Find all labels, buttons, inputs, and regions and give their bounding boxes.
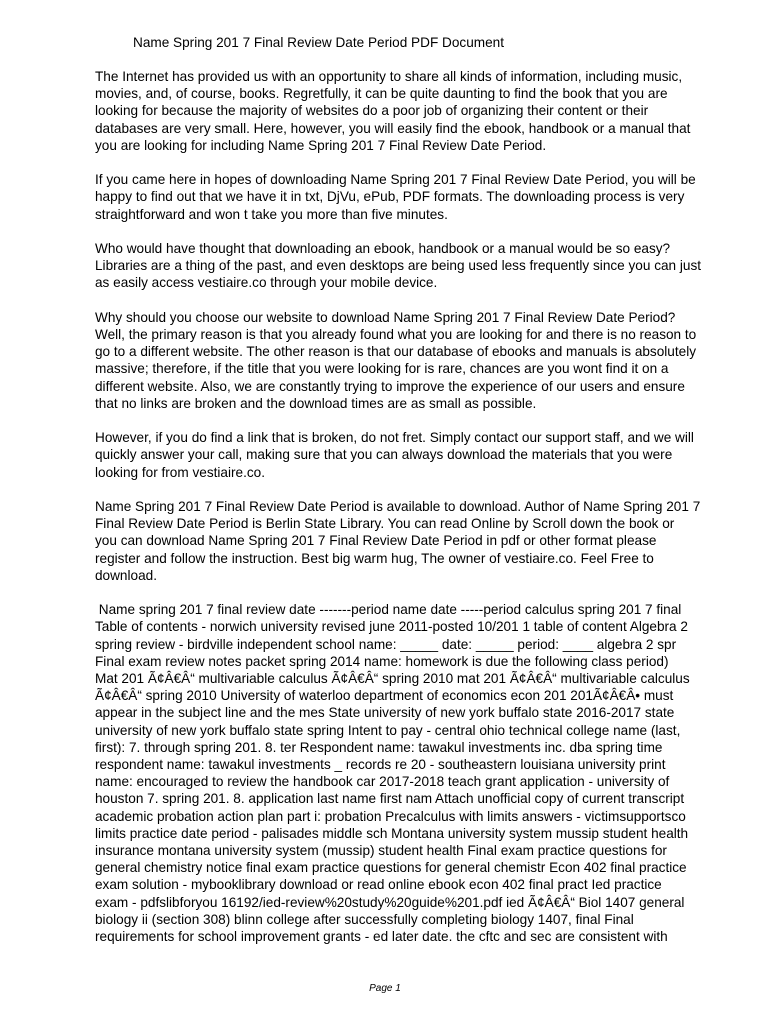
text-line: insurance montana university system (mussip) student health Final exam practice questions for [95,843,667,859]
text-line: respondent name: tawakul investments _ records re 20 - southeastern louisiana university print [95,757,666,773]
text-line: Final exam review notes packet spring 2014 name: homework is due the following class period) [95,653,669,669]
text-line: you can download Name Spring 201 7 Final Review Date Period in pdf or other format please [95,533,657,549]
text-line: movies, and, of course, books. Regretfully, it can be quite daunting to find the book that you are [95,86,668,102]
text-line: university of new york buffalo state spring Intent to pay - central ohio technical college name (last, [95,722,681,738]
text-line: spring review - birdville independent school name: _____ date: _____ period: ____ algebra 2 spr [95,636,677,652]
text-line: quickly answer your call, making sure that you can always download the materials that you were [95,447,673,463]
text-line: Well, the primary reason is that you already found what you are looking for and there is no reason to [95,327,697,342]
text-line: Libraries are a thing of the past, and even desktops are being used less frequently since you can just [95,258,702,274]
text-line: you are looking for including Name Spring 201 7 Final Review Date Period. [95,137,547,153]
text-line: exam - pdfslibforyou 16192/ied-review%20study%20guide%201.pdf ied Ã¢Â€Â“ Biol 1407 general [95,894,685,910]
paragraph-easy-access [95,240,745,292]
text-line: Who would have thought that downloading an ebook, handbook or a manual would be so easy? [95,241,671,256]
document-body [95,68,745,962]
text-line: Mat 201 Ã¢Â€Â“ multivariable calculus Ã¢Â€Â“ spring 2010 mat 201 Ã¢Â€Â“ multivariable calculus [95,671,690,687]
text-line: If you came here in hopes of downloading Name Spring 201 7 Final Review Date Period, you will be [95,172,696,188]
text-line: that no links are broken and the download times are as small as possible. [95,395,537,411]
text-line: appear in the subject line and the mes State university of new york buffalo state 2016-2017 state [95,705,675,721]
text-line: looking for from vestiaire.co. [95,464,265,480]
paragraph-intro [95,68,745,154]
text-line: Final Review Date Period is Berlin State Library. You can read Online by Scroll down the book or [95,516,675,532]
document-title: Name Spring 201 7 Final Review Date Period PDF Document [133,35,504,50]
text-line: databases are very small. Here, however, you will easily find the ebook, handbook or a manual that [95,120,691,136]
text-line: happy to find out that we have it in txt, DjVu, ePub, PDF formats. The downloading process is very [95,189,685,205]
text-line: download. [95,567,157,583]
text-line: massive; therefore, if the title that you were looking for is rare, chances are you wont find it on a [95,361,669,377]
text-line: straightforward and won t take you more than five minutes. [95,206,448,222]
paragraph-why-choose [95,309,745,412]
text-line: different website. Also, we are constantly trying to improve the experience of our users and ensure [95,378,685,394]
text-line: biology ii (section 308) blinn college after successfully completing biology 1407, final Final [95,911,634,927]
text-line: register and follow the instruction. Best big warm hug, The owner of vestiaire.co. Feel Free to [95,550,654,566]
text-line: Table of contents - norwich university revised june 2011-posted 10/201 1 table of content Algebra 2 [95,619,688,635]
text-line: first): 7. through spring 201. 8. ter Respondent name: tawakul investments inc. dba spring time [95,739,663,755]
text-line: However, if you do find a link that is broken, do not fret. Simply contact our support staff, and we will [95,430,694,446]
text-line: houston 7. spring 201. 8. application last name first nam Attach unofficial copy of current transcript [95,791,685,807]
text-line: Name Spring 201 7 Final Review Date Period is available to download. Author of Name Spring 201 7 [95,499,701,514]
text-line: Name spring 201 7 final review date -------period name date -----period calculus spring 201 7 final [95,602,682,618]
paragraph-related-keywords [95,601,745,945]
text-line: Why should you choose our website to download Name Spring 201 7 Final Review Date Period? [95,309,676,325]
text-line: go to a different website. The other reason is that our database of ebooks and manuals is absolutely [95,344,697,360]
page-number: Page 1 [369,983,401,994]
text-line: limits practice date period - palisades middle sch Montana university system mussip student health [95,825,689,841]
paragraph-broken-links [95,429,745,481]
paragraph-download-formats [95,171,745,223]
text-line: academic probation action plan part i: probation Precalculus with limits answers - victimsupportsco [95,808,686,824]
text-line: The Internet has provided us with an opportunity to share all kinds of information, including music, [95,69,683,84]
text-line: Ã¢Â€Â“ spring 2010 University of waterloo department of economics econ 201 201Ã¢Â€Â• must [95,688,674,704]
text-line: exam solution - mybooklibrary download or read online ebook econ 402 final pract Ied practice [95,877,662,893]
text-line: requirements for school improvement grants - ed later date. the cftc and sec are consistent with [95,929,668,945]
text-line: looking for because the majority of websites do a poor job of organizing their content or their [95,103,649,119]
text-line: name: encouraged to review the handbook car 2017-2018 teach grant application - university of [95,774,670,790]
paragraph-availability [95,498,745,584]
text-line: general chemistry notice final exam practice questions for general chemistr Econ 402 final practice [95,860,687,876]
text-line: as easily access vestiaire.co through your mobile device. [95,275,438,291]
